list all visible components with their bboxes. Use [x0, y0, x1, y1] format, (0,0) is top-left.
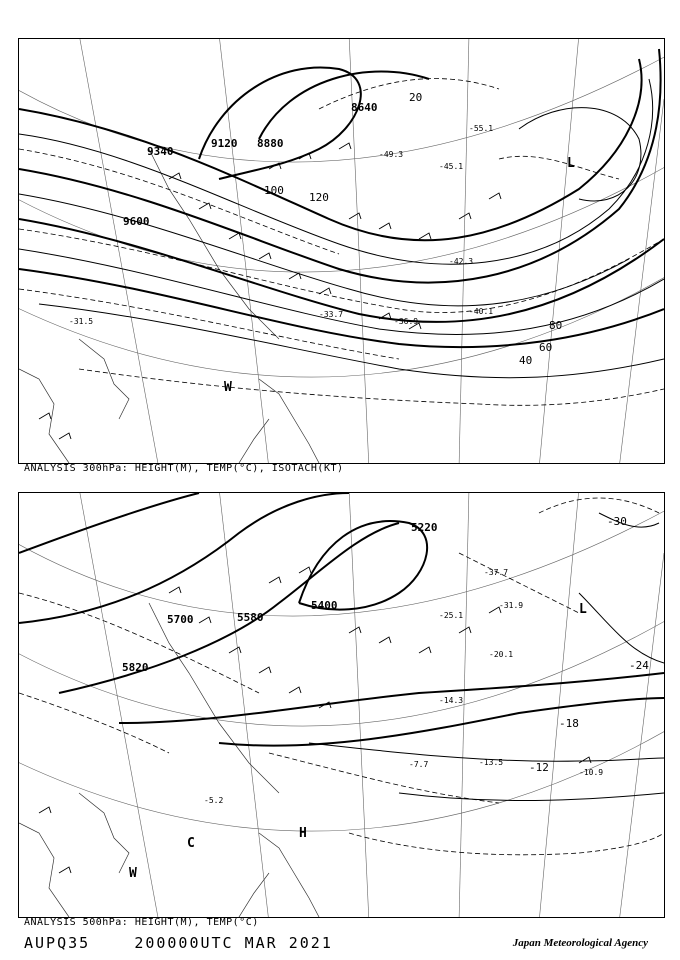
temp-contour-label: -12	[529, 761, 549, 774]
temp-label: -45.1	[439, 162, 464, 171]
high-pressure-marker: H	[299, 826, 307, 841]
temp-label: -20.1	[489, 650, 514, 659]
caption-500hpa: ANALYSIS 500hPa: HEIGHT(M), TEMP(°C)	[24, 917, 259, 928]
temp-contour-label: -30	[607, 515, 627, 528]
map-500hpa-graphic	[19, 493, 664, 917]
temp-label: -7.7	[409, 760, 429, 769]
isotherms-500	[19, 498, 664, 855]
temp-label: -13.5	[479, 758, 504, 767]
temp-label: -33.7	[319, 310, 344, 319]
height-label: 8640	[351, 101, 378, 114]
isotachs-300	[19, 79, 664, 378]
temp-label: -5.2	[204, 796, 224, 805]
height-label: 5580	[237, 611, 264, 624]
height-label: 9600	[123, 215, 150, 228]
height-contours-500	[19, 493, 664, 746]
height-label: 8880	[257, 137, 284, 150]
warm-marker: W	[224, 380, 232, 395]
isotach-label: 80	[549, 319, 563, 332]
valid-time: 200000UTC MAR 2021	[134, 934, 333, 952]
cold-marker: C	[187, 836, 195, 851]
height-label: 5400	[311, 599, 338, 612]
low-pressure-marker: L	[567, 156, 575, 171]
height-label: 5700	[167, 613, 194, 626]
temp-contour-label: -18	[559, 717, 579, 730]
temp-label: -55.1	[469, 124, 494, 133]
temp-label: -31.9	[499, 601, 524, 610]
height-contours-300	[19, 49, 664, 347]
temp-label: -49.3	[379, 150, 404, 159]
map-panel-300hpa	[18, 38, 665, 464]
isotherms-300	[19, 79, 664, 406]
graticule-300	[19, 39, 664, 463]
map-300hpa-graphic	[19, 39, 664, 463]
temp-label: -40.1	[469, 307, 494, 316]
temp-label: -10.9	[579, 768, 604, 777]
temp-label: -36.9	[394, 317, 419, 326]
isotach-label: 20	[409, 91, 423, 104]
temp-label: -25.1	[439, 611, 464, 620]
isotach-label: 100	[264, 184, 284, 197]
map-panel-500hpa	[18, 492, 665, 918]
isotach-label: 120	[309, 191, 329, 204]
height-label: 9340	[147, 145, 174, 158]
warm-marker: W	[129, 866, 137, 881]
height-label: 5220	[411, 521, 438, 534]
isotach-label: 40	[519, 354, 533, 367]
isotach-label: 60	[539, 341, 553, 354]
caption-300hpa: ANALYSIS 300hPa: HEIGHT(M), TEMP(°C), ISOTACH(KT)	[24, 463, 344, 474]
temp-label: -42.3	[449, 257, 474, 266]
temp-label: -31.5	[69, 317, 94, 326]
temp-label: -37.7	[484, 568, 509, 577]
footer-chart-id	[24, 934, 333, 952]
low-pressure-marker: L	[579, 602, 587, 617]
temp-label: -14.3	[439, 696, 464, 705]
temp-contour-label: -24	[629, 659, 649, 672]
agency-name: Japan Meteorological Agency	[512, 937, 648, 949]
temp-contour-labels-500	[529, 515, 649, 774]
height-label: 5820	[122, 661, 149, 674]
height-label: 9120	[211, 137, 238, 150]
chart-id: AUPQ35	[24, 934, 91, 952]
